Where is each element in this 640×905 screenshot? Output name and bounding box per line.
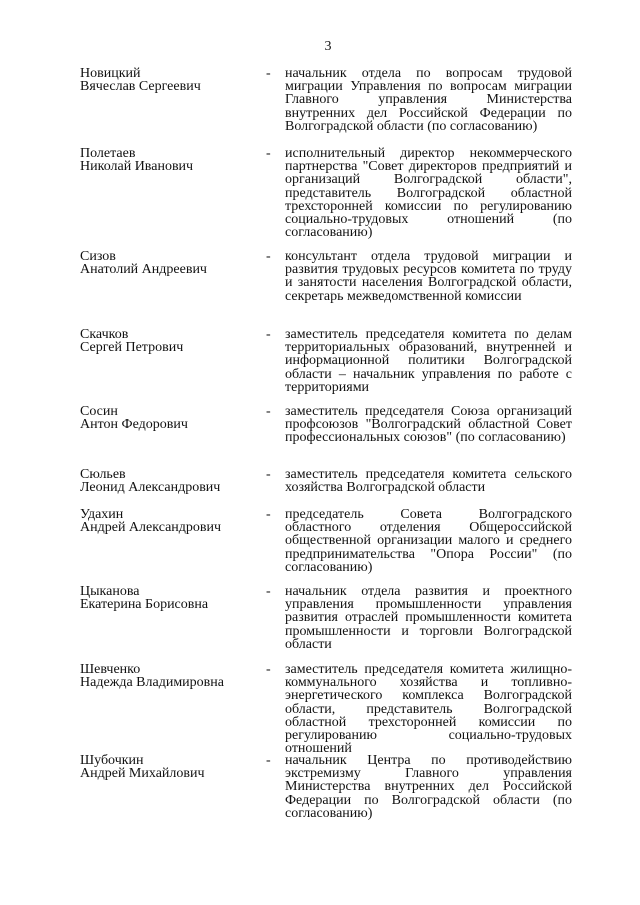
member-name xyxy=(80,663,260,689)
member-position: начальник отдела по вопросам трудовой миграции Управления по вопросам миграции Главного управления Министерства внутренних дел Российской Федерации по Волгоградской области (по согласованию) xyxy=(285,66,572,134)
member-name xyxy=(80,405,260,431)
member-surname: Удахин xyxy=(80,507,124,522)
member-given-names: Андрей Александрович xyxy=(80,520,222,536)
member-name xyxy=(80,147,260,173)
separator-dash: - xyxy=(266,146,271,161)
member-position: председатель Совета Волгоградского областного отделения Общероссийской общественной организации малого и среднего предпринимательства "Опора России" (по согласованию) xyxy=(285,507,572,575)
member-position: консультант отдела трудовой миграции и развития трудовых ресурсов комитета по труду и занятости населения Волгоградской области, секретарь межведомственной комиссии xyxy=(285,249,572,304)
member-surname: Скачков xyxy=(80,327,129,342)
member-surname: Шубочкин xyxy=(80,753,144,768)
member-position: заместитель председателя комитета жилищно-коммунального хозяйства и топливно-энергетического комплекса Волгоградской области, представитель Волгоградской областной трехсторонней комиссии по регулированию социально-трудовых отношений xyxy=(285,662,572,757)
member-given-names: Сергей Петрович xyxy=(80,340,184,356)
member-name xyxy=(80,508,260,534)
member-position: заместитель председателя комитета по делам территориальных образований, внутренней и информационной политики Волгоградской области – начальник управления по работе с территориями xyxy=(285,327,572,395)
member-name xyxy=(80,328,260,354)
member-given-names: Николай Иванович xyxy=(80,159,194,175)
member-position: заместитель председателя Союза организаций профсоюзов "Волгоградский областной Совет профессиональных союзов" (по согласованию) xyxy=(285,404,572,446)
member-given-names: Екатерина Борисовна xyxy=(80,597,209,613)
member-position: начальник Центра по противодействию экстремизму Главного управления Министерства внутренних дел Российской Федерации по Волгоградской области (по согласованию) xyxy=(285,753,572,821)
page-number: 3 xyxy=(324,39,332,54)
separator-dash: - xyxy=(266,66,271,81)
member-name xyxy=(80,67,260,93)
member-given-names: Анатолий Андреевич xyxy=(80,262,207,278)
member-given-names: Вячеслав Сергеевич xyxy=(80,79,201,95)
member-given-names: Андрей Михайлович xyxy=(80,766,205,782)
member-name xyxy=(80,468,260,494)
member-given-names: Антон Федорович xyxy=(80,417,188,433)
member-name xyxy=(80,250,260,276)
member-surname: Новицкий xyxy=(80,66,141,81)
separator-dash: - xyxy=(266,467,271,482)
separator-dash: - xyxy=(266,249,271,264)
member-given-names: Леонид Александрович xyxy=(80,480,221,496)
member-surname: Сизов xyxy=(80,249,116,264)
separator-dash: - xyxy=(266,404,271,419)
member-surname: Шевченко xyxy=(80,662,141,677)
separator-dash: - xyxy=(266,753,271,768)
member-surname: Сюльев xyxy=(80,467,126,482)
separator-dash: - xyxy=(266,507,271,522)
member-position: заместитель председателя комитета сельского хозяйства Волгоградской области xyxy=(285,467,572,496)
member-surname: Полетаев xyxy=(80,146,136,161)
separator-dash: - xyxy=(266,327,271,342)
member-given-names: Надежда Владимировна xyxy=(80,675,224,691)
member-name xyxy=(80,585,260,611)
separator-dash: - xyxy=(266,662,271,677)
member-position: исполнительный директор некоммерческого партнерства "Совет директоров предприятий и организаций Волгоградской области", представитель Волгоградской областной трехсторонней комиссии по регулированию социально-трудовых отношений (по согласованию) xyxy=(285,146,572,241)
member-surname: Цыканова xyxy=(80,584,140,599)
member-surname: Сосин xyxy=(80,404,118,419)
member-position: начальник отдела развития и проектного управления промышленности управления развития отраслей промышленности комитета промышленности и торговли Волгоградской области xyxy=(285,584,572,652)
separator-dash: - xyxy=(266,584,271,599)
member-name xyxy=(80,754,260,780)
